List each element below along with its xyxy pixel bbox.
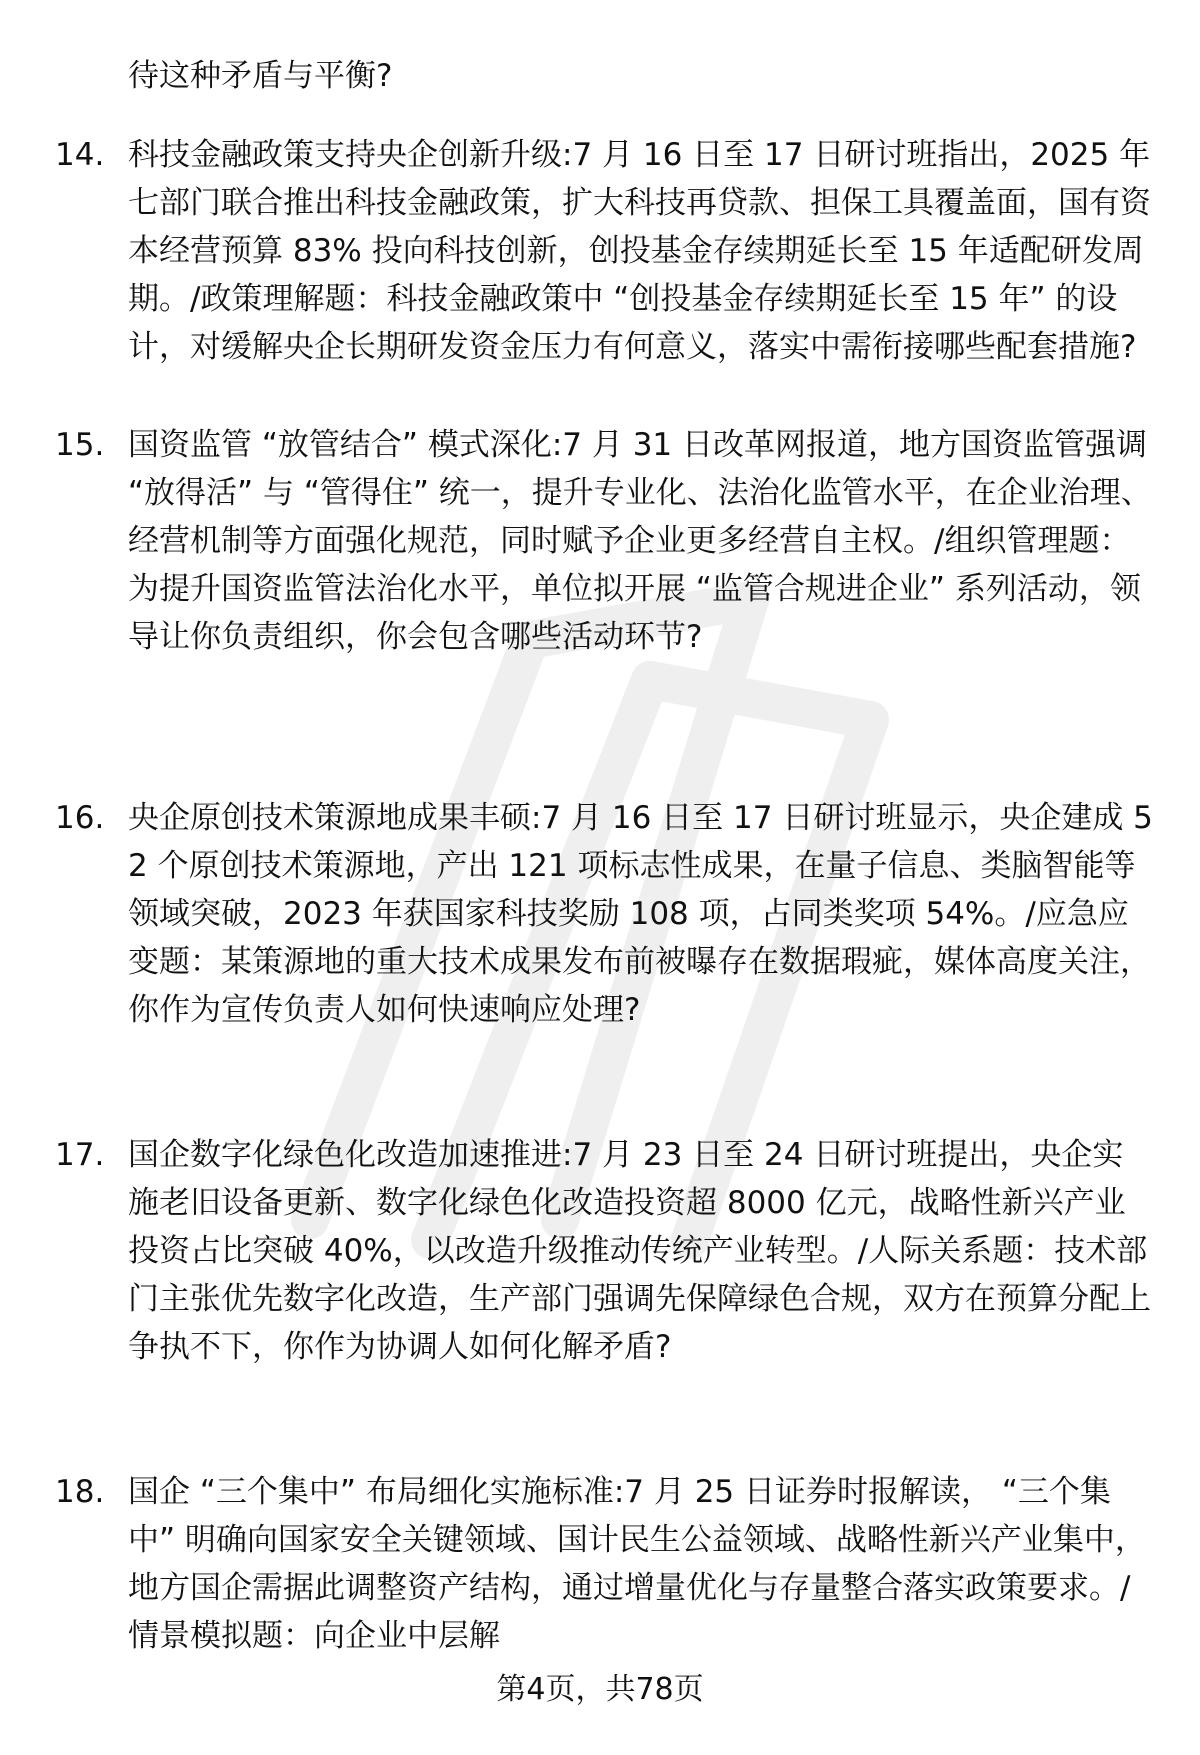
continuation-text: 待这种矛盾与平衡?: [128, 58, 393, 94]
item-text: 国资监管 “放管结合” 模式深化:7 月 31 日改革网报道，地方国资监管强调 “放得活” 与 “管得住” 统一，提升专业化、法治化监管水平，在企业治理、经营机制等方面强化规范，同时赋予企业更多经营自主权。/组织管理题：为提升国资监管法治化水平，单位拟开展 “监管合规进企业” 系列活动，领导让你负责组织，你会包含哪些活动环节?: [128, 427, 1152, 655]
list-item-15: [55, 421, 1155, 661]
item-text: 科技金融政策支持央企创新升级:7 月 16 日至 17 日研讨班指出，2025 年七部门联合推出科技金融政策，扩大科技再贷款、担保工具覆盖面，国有资本经营预算 83% 投向科技创新，创投基金存续期延长至 15 年适配研发周期。/政策理解题：科技金融政策中 “创投基金存续期延长至 15 年” 的设计，对缓解央企长期研发资金压力有何意义，落实中需衔接哪些配套措施?: [128, 137, 1151, 365]
item-number: 18.: [55, 1474, 105, 1510]
list-item-14: [55, 131, 1155, 371]
page-indicator: 第4页，共78页: [496, 1672, 704, 1707]
item-number: 17.: [55, 1137, 105, 1173]
list-item-16: [55, 794, 1155, 1034]
item-number: 16.: [55, 800, 105, 836]
item-number: 14.: [55, 137, 105, 173]
item-text: 央企原创技术策源地成果丰硕:7 月 16 日至 17 日研讨班显示，央企建成 52 个原创技术策源地，产出 121 项标志性成果，在量子信息、类脑智能等领域突破，2023 年获国家科技奖励 108 项，占同类奖项 54%。/应急应变题：某策源地的重大技术成果发布前被曝存在数据瑕疵，媒体高度关注，你作为宣传负责人如何快速响应处理?: [128, 800, 1153, 1028]
item-number: 15.: [55, 427, 105, 463]
list-item-18: [55, 1468, 1155, 1660]
list-item-17: [55, 1131, 1155, 1371]
item-text: 国企 “三个集中” 布局细化实施标准:7 月 25 日证券时报解读， “三个集中” 明确向国家安全关键领域、国计民生公益领域、战略性新兴产业集中，地方国企需据此调整资产结构，通过增量优化与存量整合落实政策要求。/情景模拟题：向企业中层解: [128, 1474, 1146, 1654]
item-text: 国企数字化绿色化改造加速推进:7 月 23 日至 24 日研讨班提出，央企实施老旧设备更新、数字化绿色化改造投资超 8000 亿元，战略性新兴产业投资占比突破 40%，以改造升级推动传统产业转型。/人际关系题：技术部门主张优先数字化改造，生产部门强调先保障绿色合规，双方在预算分配上争执不下，你作为协调人如何化解矛盾?: [128, 1137, 1151, 1365]
